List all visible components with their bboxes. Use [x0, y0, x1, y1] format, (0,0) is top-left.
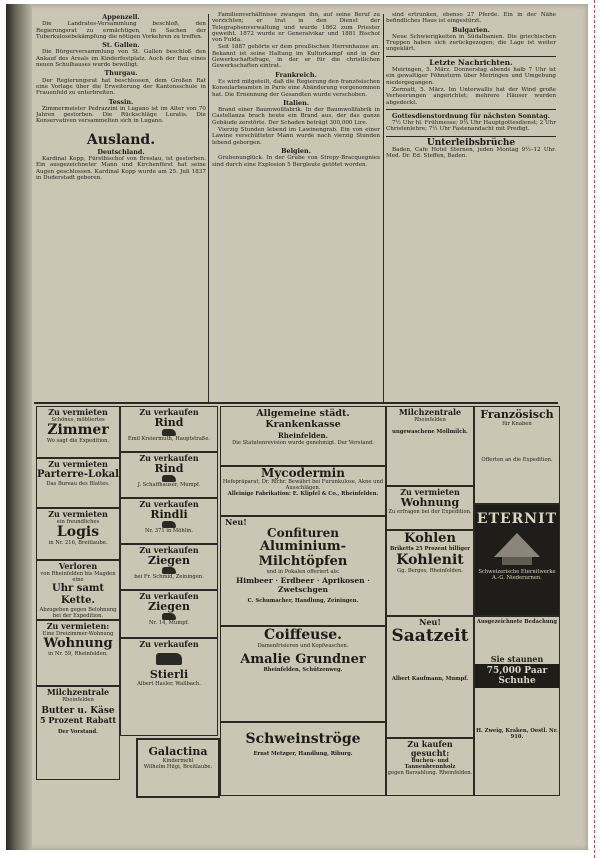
ad-wohnung2-big: Wohnung: [400, 496, 460, 509]
heading-thurgau: Thurgau.: [104, 69, 138, 78]
ad-mycodermin-text: Hefepräparat, Dr. Richr. Bewährt bei Furunkulose, Akne und Ausschlägen.: [222, 479, 384, 491]
ad-stierli-big: Stierli: [149, 668, 189, 681]
ad-wohnung-big: Wohnung: [43, 636, 113, 651]
ad-coiffeuse: [220, 626, 386, 722]
newspaper-page: [6, 4, 588, 850]
ad-schweintroege-seller: Ernst Metzger, Handlung, Riburg.: [253, 751, 353, 757]
ad-saatzeit-neu: Neu!: [419, 617, 441, 627]
text-kopp-cont: Familienverhältnisse zwangen ihn, auf seine Beruf zu verzichten; er trat in den Dienst der Telegraphenverwaltung und wurde 1862 zum Priester geweiht. 1872 wurde er Generalvikar und 1881 Bischof von Fulda.: [212, 12, 380, 44]
ad-wohnung-sub: Eine Dreizimmer-Wohnung: [42, 631, 114, 637]
ad-confituren-seller: C. Schumacher, Handlung, Zeiningen.: [247, 598, 359, 604]
text-belgien: Grubenunglück. In der Grube von Strepy-Bracquegnies sind durch eine Explosion 5 Bergleute getötet worden.: [212, 155, 380, 168]
text-flood: sind ertrunken, ebenso 27 Pferde. Ein in der Nähe befindliches Haus ist eingestürzt.: [386, 12, 556, 25]
ad-rind1-contact: Emil Kreiermuth, Hauptstraße.: [127, 436, 211, 442]
ad-rind2-contact: J. Schaffhauser, Mumpf.: [137, 482, 201, 488]
ad-stierli-contact: Albert Hasler, Wallbach.: [137, 681, 201, 687]
ad-franzoesisch-big: Französisch: [480, 408, 554, 421]
ad-milch-big: Butter u. Käse: [41, 706, 115, 716]
ad-brennholz-title: Zu kaufen gesucht:: [407, 739, 453, 758]
ad-coiffeuse-address: Rheinfelden, Schützenweg.: [263, 667, 343, 673]
ad-franzoesisch: [474, 406, 560, 504]
ad-wohnung-contact: in Nr. 59, Rheinfelden.: [48, 651, 108, 657]
ad-logis-sub: ein freundliches: [56, 519, 100, 525]
ad-coiffeuse-name: Amalie Grundner: [240, 652, 366, 667]
page-edge-marker: [594, 0, 600, 858]
text-gottesdienst: 7½ Uhr hl. Frühmesse; 9¼ Uhr Hauptgottesdienst; 2 Uhr Christenlehre; 7½ Uhr Fastenandacht mit Predigt.: [386, 120, 556, 133]
ad-schuhe-big: 75,000 Paar Schuhe: [475, 664, 559, 688]
ad-ziegen2-title: Zu verkaufen: [139, 591, 199, 601]
heading-letzte-nachrichten: Letzte Nachrichten.: [429, 57, 513, 67]
heading-frankreich: Frankreich.: [275, 70, 317, 79]
ad-ziegen2-big: Ziegen: [148, 600, 190, 613]
ad-rind-2: [120, 452, 218, 498]
ad-wohnung2-title: Zu vermieten: [400, 487, 460, 497]
ad-coiffeuse-text: Damenfrisieren und Kopfwaschen.: [257, 643, 349, 649]
ad-kohlen: [386, 530, 474, 616]
ad-eternit: [474, 504, 560, 616]
ad-mycodermin-maker: Alleinige Fabrikation: E. Klipfel & Co., Rheinfelden.: [227, 491, 379, 497]
ad-rind2-title: Zu verkaufen: [139, 453, 199, 463]
text-appenzell: Die Landrates-Versammlung beschloß, den Regierungsrat zu ermächtigen, in Sachen der Tuberkulosebekämpfung die nötigen Vorkehren zu treffen.: [36, 21, 206, 40]
ad-wohnung-2: [386, 486, 474, 530]
ad-logis-big: Logis: [56, 524, 100, 540]
ad-galactina: [136, 738, 220, 798]
ad-rind1-title: Zu verkaufen: [139, 407, 199, 417]
ad-rind1-big: Rind: [154, 416, 184, 429]
ad-milch2-text: ungewaschene Mollmilch.: [392, 429, 468, 435]
ad-logis: [36, 508, 120, 560]
ad-milch-signature: Der Vorstand.: [58, 729, 98, 735]
ad-krankenkasse-title: Allgemeine städt. Krankenkasse: [256, 408, 350, 430]
ad-parterre: [36, 458, 120, 508]
ad-schweintroege-big: Schweinströge: [245, 731, 361, 747]
ad-zimmer-title: Zu vermieten: [48, 407, 108, 417]
cow-icon: [156, 653, 182, 665]
ad-uhr-contact: Abzugeben gegen Belohnung bei der Expedition.: [39, 607, 117, 619]
ad-logis-title: Zu vermieten: [48, 509, 108, 519]
ad-eternit-text: Schweizerische Eternitwerke A.-G. Niederurnen.: [478, 569, 556, 581]
text-frankreich: Es wird mitgeteilt, daß die Regierung den französischen Konsularbeamten in Paris eine Abänderung vorgenommen hat. Die Ernennung der Gesandten wurde verschoben.: [212, 78, 380, 98]
ad-confituren-big: Aluminium-Milchtöpfen: [258, 539, 348, 569]
ad-wohnung: [36, 620, 120, 686]
heading-gottesdienst: Gottesdienstordnung für nächsten Sonntag.: [392, 111, 550, 120]
heading-bulgarien: Bulgarien.: [452, 25, 490, 34]
ad-stierli: [120, 638, 218, 736]
heading-italien: Italien.: [283, 98, 309, 107]
ad-uhr-title: Verloren: [58, 561, 98, 571]
ad-milch-rabatt: 5 Prozent Rabatt: [39, 715, 117, 725]
ad-schuhe-title: Sie staunen: [490, 654, 544, 664]
ad-kohlen-text: Briketts 25 Prozent billiger: [389, 546, 470, 552]
ad-eternit-big: ETERNIT: [476, 511, 558, 527]
cow-icon: [162, 429, 176, 436]
ad-uhr-sub: von Rheinfelden bis Magden eine: [40, 571, 116, 583]
ad-saatzeit-big: Saatzeit: [391, 626, 469, 646]
ad-ziegen2-contact: Nr. 14, Mumpf.: [149, 620, 189, 626]
ad-milch2-sub: Rheinfelden: [414, 417, 446, 423]
ad-krankenkasse-sub: Rheinfelden.: [277, 431, 329, 440]
text-unterleibsbrueche: Baden, Cafe Hotel Sternen, jeden Montag 9½–12 Uhr. Med. Dr. Ed. Steffen, Baden.: [386, 147, 556, 160]
ad-galactina-big: Galactina: [148, 745, 208, 758]
cow-icon: [162, 521, 176, 528]
ad-stierli-title: Zu verkaufen: [139, 639, 199, 649]
ad-rindli-title: Zu verkaufen: [139, 499, 199, 509]
ad-confituren-title: Confituren: [267, 526, 339, 540]
ad-logis-contact: in Nr. 216, Breitlaube.: [48, 540, 108, 546]
ad-zimmer-big: Zimmer: [47, 422, 109, 438]
ad-ziegen1-contact: bei Fr. Schmid, Zeiningen.: [134, 574, 204, 580]
ad-zimmer-sub: Schönes, möbliertes: [51, 417, 105, 423]
ad-confituren: [220, 516, 386, 626]
text-meiringen: Meiringen, 5. März. Donnerstag abends halb 7 Uhr ist ein gewaltiger Föhnsturm über Meiringen und Umgebung niedergegangen.: [386, 67, 556, 86]
goat-icon: [162, 613, 176, 620]
text-italien-2: Vierzig Stunden lebend im Lawinengrab. Ein von einer Lawine verschütteter Mann wurde nach vierzig Stunden lebend geborgen.: [212, 127, 380, 146]
column-divider: [208, 14, 209, 402]
ad-brennholz-item: Buchen- und Tannenbrennholz: [404, 758, 456, 770]
ad-wohnung-title: Zu vermieten:: [46, 621, 110, 631]
right-news-column: [386, 12, 556, 402]
ad-kohlen-big: Kohlen: [404, 531, 456, 546]
ad-schweintroege: [220, 722, 386, 796]
ad-parterre-title: Zu vermieten: [48, 459, 108, 469]
ad-rind2-big: Rind: [154, 462, 184, 475]
ad-rind-1: [120, 406, 218, 452]
text-tessin: Zimmermeister Pedrazzini in Lugano ist im Alter von 70 Jahren gestorben. Die Rückschläge Luratis. Die Konservativen versammelten sich in Lugano.: [36, 105, 206, 125]
book-spine: [6, 4, 32, 850]
heading-st-gallen: St. Gallen.: [102, 41, 140, 50]
ad-uhr-big: Uhr samt Kette.: [51, 583, 105, 606]
ad-galactina-sub: Kindermehl: [162, 758, 194, 764]
text-st-gallen: Die Bürgerversammlung von St. Gallen beschloß den Ankauf des Areals im Kinderfestplatz. Auch der Bau eines neuen Schulhauses wurde bewilligt.: [36, 49, 206, 69]
goat-icon: [162, 567, 176, 574]
ad-rindli: [120, 498, 218, 544]
ad-ziegen1-title: Zu verkaufen: [139, 545, 199, 555]
ad-krankenkasse: [220, 406, 386, 466]
ad-schuhe-intro: Ausgezeichnete Bedachung: [476, 619, 558, 625]
heading-unterleibsbrueche: Unterleibsbrüche: [426, 137, 516, 148]
ad-confituren-neu: Neu!: [225, 517, 247, 527]
ad-rindli-contact: Nr. 371 in Möhlin.: [144, 528, 194, 534]
ad-krankenkasse-text: Die Statutenrevision wurde genehmigt. Der Vorstand.: [232, 440, 374, 446]
ad-milchzentrale-2: [386, 406, 474, 486]
ad-brennholz: [386, 738, 474, 796]
ad-franzoesisch-sub: für Knaben: [502, 421, 532, 427]
heading-belgien: Belgien.: [281, 146, 311, 155]
ad-milchzentrale-butter: [36, 686, 120, 780]
text-bulgarien: Neue Schwierigkeiten in Südalbanien. Die griechischen Truppen haben sich zurückgezogen; die Lage ist weiter ungeklärt.: [386, 33, 556, 53]
column-divider: [383, 14, 384, 402]
text-italien: Brand einer Baumwollfabrik. In der Baumwollfabrik in Castellanza brach heute ein Brand aus, der das ganze Gebäude zerstörte. Der Schaden beträgt 300,000 Lire.: [212, 107, 380, 126]
middle-news-column: [212, 12, 380, 402]
ad-zimmer: [36, 406, 120, 458]
ad-uhr-verloren: [36, 560, 120, 620]
ad-rindli-big: Rindli: [150, 508, 188, 521]
ad-confituren-items: Himbeer · Erdbeer · Aprikosen · Zwetschgen: [236, 576, 370, 594]
ad-ziegen-1: [120, 544, 218, 590]
heading-appenzell: Appenzell.: [102, 13, 140, 21]
text-thurgau: Der Regierungsrat hat beschlossen, dem Großen Rat eine Vorlage über die Erweiterung der Kantonsschule in Frauenfeld zu unterbreiten.: [36, 77, 206, 97]
ad-mycodermin-big: Mycodermin: [261, 466, 345, 480]
text-deutschland: Kardinal Kopp, Fürstbischof von Breslau, ist gestorben. Ein ausgezeichneter Mann und Kirchenfürst hat seine Augen geschlossen. Kardinal Kopp wurde am 25. Juli 1837 in Duderstadt geboren.: [36, 156, 206, 181]
ad-galactina-contact: Wilhelm Hügi, Breitlaube.: [143, 764, 213, 770]
ads-top-rule: [34, 402, 558, 404]
ad-brennholz-text: gegen Barzahlung. Rheinfelden.: [387, 770, 473, 776]
heading-deutschland: Deutschland.: [97, 147, 145, 156]
ad-coiffeuse-big: Coiffeuse.: [263, 627, 343, 643]
left-news-column: [36, 12, 206, 402]
ad-franzoesisch-contact: Offerten an die Expedition.: [481, 457, 553, 463]
ad-milch-title: Milchzentrale: [46, 687, 110, 697]
cow-icon: [162, 475, 176, 482]
text-kopp-cont2: Seit 1887 gehörte er dem preußischen Herrenhause an. Bekannt ist seine Haltung im Kulturkampf und in der Gewerkschaftsfrage, in der er für die christlichen Gewerkschaften eintrat.: [212, 44, 380, 70]
heading-tessin: Tessin.: [108, 97, 134, 106]
text-zermatt: Zermatt, 5. März. Im Unterwallis hat der Wind große Verheerungen angerichtet; mehrere Häuser wurden abgedeckt.: [386, 86, 556, 106]
ad-parterre-contact: Das Bureau des Blattes.: [46, 481, 110, 487]
ad-ziegen1-big: Ziegen: [148, 554, 190, 567]
ad-zimmer-contact: Wo sagt die Expedition.: [46, 438, 110, 444]
ad-milch2-title: Milchzentrale: [398, 407, 462, 417]
ad-kohlen-seller: Gg. Bergos, Rheinfelden.: [397, 568, 463, 574]
ad-confituren-sub: und in Pokalen offeriert als:: [266, 569, 340, 575]
ad-schuhe-seller: H. Zweig, Kraken, Oestl. Nr. 910.: [476, 728, 558, 740]
ad-kohlenit-big: Kohlenit: [396, 552, 464, 568]
ad-milch-sub: Rheinfelden: [62, 697, 94, 703]
ad-saatzeit: [386, 616, 474, 738]
roof-illustration-icon: [492, 527, 542, 567]
ad-mycodermin: [220, 466, 386, 516]
ad-wohnung2-contact: Zu erfragen bei der Expedition.: [388, 509, 472, 515]
heading-ausland: Ausland.: [86, 131, 156, 148]
ad-schuhe: [474, 616, 560, 796]
ad-ziegen-2: [120, 590, 218, 638]
ad-parterre-big: Parterre-Lokal: [37, 469, 119, 480]
ad-saatzeit-seller: Albert Kaufmann, Mumpf.: [391, 676, 469, 682]
